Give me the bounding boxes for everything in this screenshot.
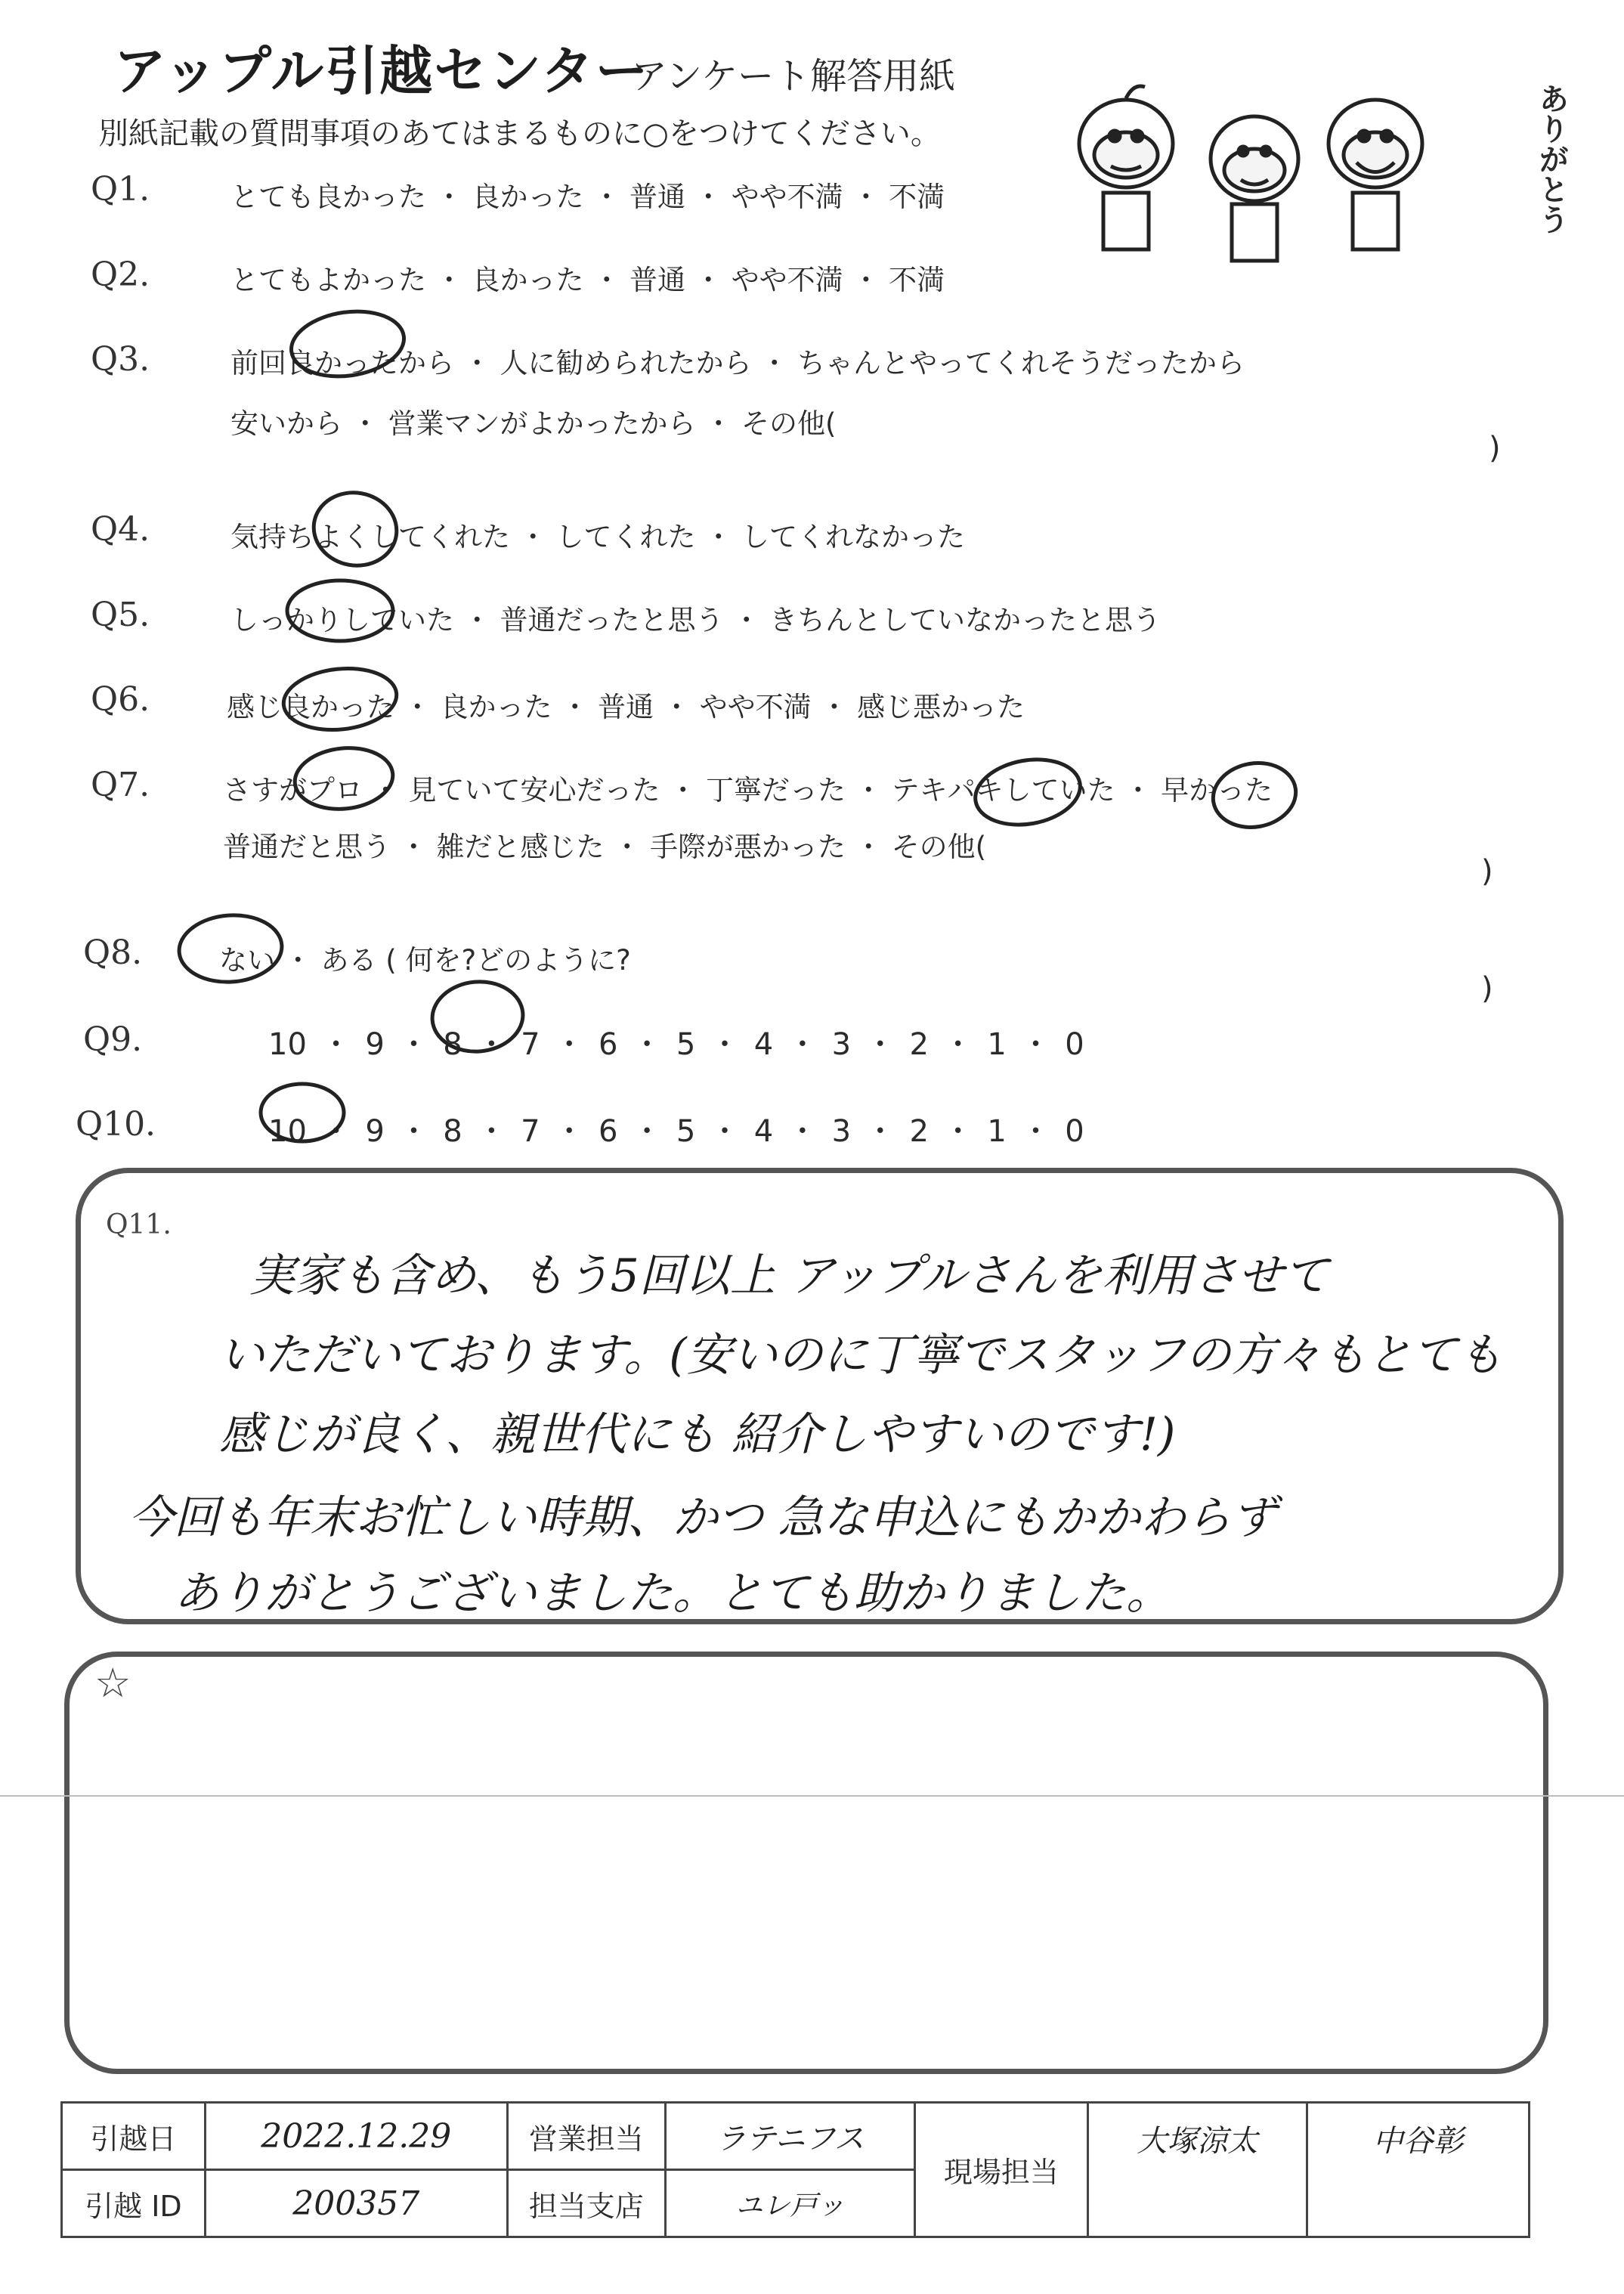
site-staff-2-text: 中谷彰 <box>1372 2124 1464 2159</box>
q3-options-line2: 安いから ・ 営業マンがよかったから ・ その他( <box>230 407 837 440</box>
q1-options: とても良かった ・ 良かった ・ 普通 ・ やや不満 ・ 不満 <box>230 181 945 213</box>
q7-options-line2: 普通だと思う ・ 雑だと感じた ・ 手際が悪かった ・ その他( <box>223 831 987 863</box>
q9-label: Q9. <box>83 1020 143 1059</box>
q11-comment-line-1: 実家も含め、もう5回以上 アップルさんを利用させて <box>249 1249 1329 1302</box>
q7-options-line1: さすがプロ ・ 見ていて安心だった ・ 丁寧だった ・ テキパキしていた ・ 早かった <box>223 774 1273 806</box>
q3-options-line1: 前回良かったから ・ 人に勧められたから ・ ちゃんとやってくれそうだったから <box>230 347 1245 379</box>
sales-text: ラテニフス <box>716 2121 865 2156</box>
branch-value <box>665 2170 914 2237</box>
instructions: 別紙記載の質問事項のあてはまるものに○をつけてください。 <box>98 116 941 151</box>
q8-options: ない ・ ある ( 何を?どのように? <box>219 944 631 977</box>
star-comment-box <box>64 1652 1548 2074</box>
thanks-text: ありがとう <box>1534 83 1569 234</box>
site-staff-1-text: 大塚涼太 <box>1137 2124 1258 2159</box>
move-id-label: 引越 ID <box>62 2170 206 2237</box>
site-staff-2-value <box>1307 2103 1530 2237</box>
q11-label: Q11. <box>106 1209 172 1240</box>
q11-comment-box <box>76 1168 1564 1624</box>
q8-close-paren: ) <box>1481 971 1493 1006</box>
move-date-value <box>205 2103 507 2170</box>
q2-label: Q2. <box>91 255 150 294</box>
move-date-label: 引越日 <box>62 2103 206 2170</box>
sales-value <box>665 2103 914 2170</box>
form-title: アップル引越センター <box>113 40 650 102</box>
star-icon: ☆ <box>94 1659 131 1707</box>
q11-comment-line-3: 感じが良く、親世代にも 紹介しやすいのです!) <box>219 1408 1176 1461</box>
q6-options: 感じ良かった ・ 良かった ・ 普通 ・ やや不満 ・ 感じ悪かった <box>227 691 1025 723</box>
monkey-icon <box>1079 86 1173 249</box>
q10-label: Q10. <box>76 1105 156 1144</box>
q7-label: Q7. <box>91 766 150 804</box>
q3-close-paren: ) <box>1489 431 1501 466</box>
move-date-text: 2022.12.29 <box>261 2116 452 2156</box>
q3-label: Q3. <box>91 340 150 379</box>
q6-label: Q6. <box>91 680 150 719</box>
footer-info-table <box>60 2101 1530 2238</box>
sales-label: 営業担当 <box>507 2103 665 2170</box>
q5-options: しっかりしていた ・ 普通だったと思う ・ きちんとしていなかったと思う <box>230 604 1162 636</box>
branch-text: ユレ戸ッ <box>735 2190 845 2221</box>
move-id-value <box>205 2170 507 2237</box>
q2-options: とてもよかった ・ 良かった ・ 普通 ・ やや不満 ・ 不満 <box>230 264 945 296</box>
page-fold-line <box>0 1795 1624 1797</box>
q11-comment-line-2: いただいております。(安いのに丁寧でスタッフの方々もとても <box>219 1329 1503 1382</box>
form-subtitle: アンケート解答用紙 <box>631 55 956 98</box>
q7-close-paren: ) <box>1481 854 1493 889</box>
q9-options: 10 ・ 9 ・ 8 ・ 7 ・ 6 ・ 5 ・ 4 ・ 3 ・ 2 ・ 1 ・ 0 <box>268 1027 1084 1062</box>
q10-options: 10 ・ 9 ・ 8 ・ 7 ・ 6 ・ 5 ・ 4 ・ 3 ・ 2 ・ 1 ・ 0 <box>268 1114 1084 1149</box>
monkey-icon <box>1329 100 1422 249</box>
q1-label: Q1. <box>91 170 150 209</box>
branch-label: 担当支店 <box>507 2170 665 2237</box>
monkey-icon <box>1211 116 1298 261</box>
q11-comment-line-5: ありがとうございました。とても助かりました。 <box>174 1567 1171 1620</box>
site-staff-label: 現場担当 <box>915 2103 1087 2237</box>
q4-label: Q4. <box>91 510 150 549</box>
q8-label: Q8. <box>83 933 143 972</box>
move-id-text: 200357 <box>292 2184 420 2223</box>
monkey-mascot-illustration <box>1058 60 1481 272</box>
q11-comment-line-4: 今回も年末お忙しい時期、かつ 急な申込にもかかわらず <box>128 1491 1277 1544</box>
q5-label: Q5. <box>91 596 150 634</box>
site-staff-1-value <box>1087 2103 1307 2237</box>
q4-options: 気持ちよくしてくれた ・ してくれた ・ してくれなかった <box>230 521 966 553</box>
